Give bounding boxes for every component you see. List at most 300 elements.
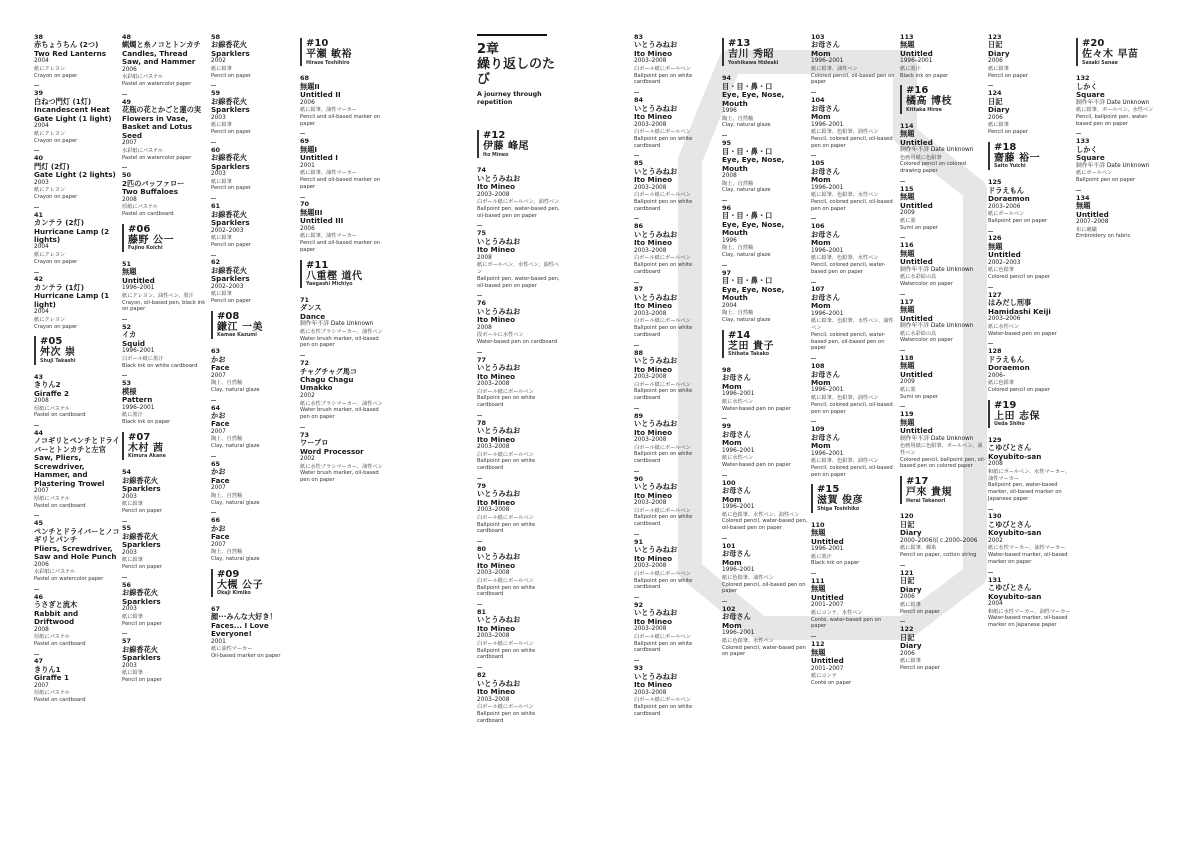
work-title-en: Untitled [900,200,933,210]
work-entry [900,294,986,344]
work-medium-en: Watercolor on paper [900,337,953,344]
work-entry [722,601,808,658]
artist-number: #14 [728,329,751,341]
work-entry [988,343,1074,393]
work-medium-en: Water-based pen on cardboard [477,338,558,345]
work-medium-jp: 紙に水性ペン [988,323,1020,330]
work-medium-jp: 白ボール紙にボールペン [634,444,691,451]
work-title-jp: 日記 [988,40,1003,50]
work-medium-en: Embroidery on fabric [1076,233,1131,240]
work-entry [122,167,208,217]
work-title-en: Hamidashi Keiji [988,306,1051,316]
work-title-en: Diary [988,48,1010,58]
work-number: 81 [477,608,487,617]
work-medium-jp: 紙に鉛筆、油性マーカー [300,107,357,114]
work-title-jp: 無題II [300,81,320,91]
entry-divider [811,636,816,637]
work-entry [122,469,208,514]
work-number: 107 [811,285,825,294]
artist-header [477,130,563,158]
work-year: 2003–2008 [477,444,510,451]
work-year: 2003–2006 [988,316,1021,323]
work-number: 46 [34,592,44,601]
work-year: 2003–2008 [477,507,510,514]
work-entry [634,345,720,402]
work-title-jp: いとうみねお [634,103,678,113]
entry-divider [34,654,39,655]
work-medium-en: Ballpoint pen, water-based marker, oil-based marker on Japanese paper [988,482,1062,502]
work-year: 2002–2003 [211,283,244,290]
work-title-jp: かお [211,523,226,533]
work-title-en: Diary [988,105,1010,115]
artist-romanized: Herai Takanori [906,498,946,504]
work-medium-en: Ballpoint pen on white cardboard [634,262,693,275]
work-year: 制作年不詳 Date Unknown [900,147,974,154]
work-title-en: Doraemon [988,363,1030,373]
work-medium-jp: 白ボール紙にボールペン [477,640,534,647]
artist-romanized: Shuji Takashi [40,358,76,364]
work-medium-jp: 紙に鉛筆、色鉛筆、油性ペン [811,395,879,402]
work-entry [1076,190,1162,240]
work-number: 42 [34,275,44,284]
work-year: 1996–2001 [722,567,755,574]
work-title-jp: 顔···みんな大好き！ [211,612,277,622]
work-title-en: Untitled [811,656,844,666]
work-title-en: Ito Mineo [634,238,673,248]
work-entry [122,94,208,161]
work-year: 1996–2001 [722,504,755,511]
work-medium-jp: 色画用紙に色鉛筆 [900,154,942,161]
work-medium-en: Colored pencil, water-based pen on paper [722,644,806,658]
work-medium-jp: 厚紙にパステル [122,204,158,211]
work-medium-en: Oil-based marker on paper [211,653,281,660]
work-medium-en: Crayon on paper [34,258,78,265]
work-number: 39 [34,89,44,98]
artist-romanized: Fujino Koichi [128,246,163,252]
work-entry [477,541,563,598]
work-medium-jp: 和紙にボールペン、水性マーカー、油性マーカー [988,468,1071,482]
artist-header [211,569,297,597]
work-title-jp: はみだし刑事 [988,298,1032,308]
work-title-en: Ito Mineo [477,687,516,697]
work-title-en: Doraemon [988,194,1030,204]
column-9 [900,34,986,678]
work-title-en: Mom [811,378,831,387]
work-number: 84 [634,96,644,105]
work-entry [634,597,720,654]
work-number: 118 [900,353,914,362]
entry-divider [634,155,639,156]
work-title-jp: 目・目・鼻・口 [722,81,773,91]
artist-romanized: Hirase Toshihiro [306,60,350,66]
work-number: 83 [634,33,644,41]
work-entry [634,92,720,149]
work-medium-jp: 紙に鉛筆、色鉛筆、油性ペン [811,129,879,136]
work-year: 1996–2001 [900,58,933,65]
work-number: 96 [722,203,732,212]
work-title-jp: いとうみねお [634,292,678,302]
artist-name: 舛次 崇 [40,347,76,359]
work-title-en: Mom [811,48,831,58]
work-medium-jp: 水彩紙にパステル [122,147,164,154]
work-entry [988,287,1074,337]
work-medium-en: Water-based marker, oil-based marker on Japanese paper [988,615,1068,629]
work-entry [722,367,808,412]
work-title-en: Sparklers [211,105,250,115]
work-number: 73 [300,430,310,439]
work-title-en: Mom [811,238,831,248]
work-title-en: Pliers, Screwdriver, Saw and Hole Punch [34,543,117,562]
work-medium-jp: 紙に鉛筆、色鉛筆、油性ペン [811,458,879,465]
work-number: 70 [300,200,310,209]
entry-divider [34,207,39,208]
work-entry [722,265,808,324]
work-medium-en: Ballpoint pen on white cardboard [634,703,693,717]
work-year: 2001–2007 [811,665,844,672]
work-title-en: Untitled [900,137,933,147]
work-year: 2008 [477,254,492,261]
entry-divider [477,295,482,296]
work-number: 132 [1076,74,1090,83]
work-medium-jp: 陶土、自然釉 [211,549,243,556]
work-medium-jp: 白ボール紙にボールペン [477,388,534,395]
work-title-jp: カンテラ (2灯) [34,218,85,228]
work-title-jp: お線香花火 [122,531,158,541]
artist-number: #08 [217,310,240,322]
work-medium-en: Pencil on paper [122,676,163,683]
entry-divider [634,408,639,409]
work-medium-jp: 陶土、自然釉 [722,245,754,252]
work-medium-en: Water-based pen on paper [722,405,791,412]
work-title-en: Ito Mineo [634,553,673,563]
work-year: 2006 [900,650,915,657]
work-number: 104 [811,96,825,105]
work-entry [34,34,120,79]
work-number: 78 [477,418,487,427]
work-year: 2001–2007 [811,602,844,609]
work-number: 53 [122,379,132,388]
work-title-jp: ダンス [300,303,322,313]
work-number: 43 [34,372,44,381]
work-title-jp: かお [211,410,226,420]
work-number: 55 [122,524,132,533]
work-medium-jp: 白ボール紙にボールペン [634,129,691,136]
work-year: 2006 [300,99,315,106]
work-medium-jp: 水彩紙にパステル [34,569,76,576]
artist-name: 藤野 公一 [128,234,174,246]
work-entry [34,272,120,331]
work-number: 41 [34,210,44,219]
work-number: 93 [634,664,644,673]
chapter-subtitle: A journey through repetition [477,90,542,106]
artist-number: #09 [217,568,240,580]
work-medium-en: Pencil, ballpoint pen, water-based pen on paper [1076,113,1149,127]
entry-divider [634,218,639,219]
work-year: 2003 [122,493,137,500]
work-medium-en: Pencil on paper [211,72,252,79]
work-title-en: Two Red Lanterns [34,48,107,58]
work-medium-jp: 紙に色鉛筆 [988,267,1014,274]
work-number: 100 [722,478,736,487]
work-entry [477,225,563,289]
work-title-jp: 無題 [900,361,915,371]
work-medium-en: Clay, natural glaze [722,122,771,129]
work-number: 64 [211,403,221,412]
work-number: 50 [122,171,132,180]
entry-divider [900,350,905,351]
work-title-jp: 目・目・鼻・口 [722,211,773,221]
work-title-jp: 無題 [900,129,915,139]
work-year: 制作年不詳 Date Unknown [300,321,374,328]
work-number: 60 [211,145,221,154]
entry-divider [34,85,39,86]
entry-divider [634,92,639,93]
work-title-en: Mom [722,620,742,630]
work-medium-jp: 白ボール紙にボールペン [634,633,691,640]
work-title-jp: お母さん [722,549,751,559]
work-title-jp: 模様 [122,386,137,396]
work-medium-en: Clay, natural glaze [211,443,260,450]
work-title-jp: お線香花火 [211,40,247,50]
work-title-jp: きりん2 [34,380,61,390]
work-title-en: Untitled [811,592,844,602]
chapter-number: 2章 [477,42,500,57]
work-title-en: Face [211,419,230,429]
work-year: 1996–2001 [722,447,755,454]
work-year: 1996–2001 [811,387,844,394]
entry-divider [477,352,482,353]
work-title-jp: いとうみねお [477,552,521,562]
work-year: 2008 [122,196,137,203]
work-medium-jp: 白ボール紙にボールペン [634,65,691,72]
work-number: 69 [300,137,310,146]
work-medium-en: Clay, natural glaze [722,316,771,323]
work-number: 109 [811,425,825,434]
work-medium-en: Pastel on cardboard [34,640,86,647]
work-title-en: Untitled [900,369,933,379]
work-title-jp: いとうみねお [477,363,521,373]
work-entry [634,534,720,591]
work-title-jp: お線香花火 [211,96,247,106]
artist-name: 平瀬 敏裕 [306,49,352,60]
work-number: 98 [722,365,732,374]
work-title-jp: 花瓶の花とかごと蓮の実 [122,105,202,115]
work-year: 1996 [722,237,737,244]
work-entry [811,358,897,415]
artist-header [122,224,208,252]
artist-name: 佐々木 早苗 [1082,49,1139,60]
work-title-jp: お母さん [722,486,751,496]
work-year: 2002 [988,537,1003,544]
work-medium-en: Pastel on cardboard [122,210,174,217]
work-entry [988,231,1074,281]
work-number: 52 [122,323,132,331]
work-medium-en: Colored pencil, water-based pen, oil-based pen on paper [722,518,808,532]
work-entry [811,421,897,478]
work-medium-en: Clay, natural glaze [211,386,260,393]
work-title-en: Untitled [811,536,844,546]
entry-divider [34,589,39,590]
work-year: 2004 [34,244,49,251]
work-title-jp: 日記 [988,96,1003,106]
work-title-en: Eye, Eye, Nose, Mouth [722,155,785,173]
work-title-jp: いとうみねお [634,482,678,492]
work-entry [34,515,120,582]
artist-romanized: Yoshikawa Hideaki [728,60,779,66]
work-medium-en: Crayon on paper [34,72,78,79]
artist-header [300,260,386,288]
work-title-jp: 無題 [811,647,826,657]
entry-divider [988,343,993,344]
entry-divider [988,509,993,510]
work-title-jp: かお [211,467,226,477]
work-title-en: Untitled II [300,90,341,100]
work-medium-en: Pencil, colored pencil, oil-based pen on paper [811,401,893,415]
work-year: 2003–2008 [634,58,667,65]
work-medium-en: Water-based pen on paper [722,462,791,469]
work-year: 1996–2001 [722,391,755,398]
work-medium-jp: 紙に鉛筆 [122,613,143,620]
work-medium-en: Ballpoint pen on white cardboard [634,451,693,465]
work-entry [900,350,986,400]
entry-divider [900,621,905,622]
work-number: 121 [900,568,914,577]
work-medium-jp: 色画用紙に色鉛筆、ボールペン、油性ペン [900,443,983,456]
work-year: 2006 [988,58,1003,65]
work-title-en: Untitled [1076,209,1109,219]
work-year: 2002–2003 [988,259,1021,266]
work-title-en: Mom [722,557,742,567]
entry-divider [477,478,482,479]
work-medium-jp: 紙にクレヨン、油性ペン、墨汁 [122,292,194,299]
work-year: 制作年不詳 Date Unknown [900,266,974,273]
work-number: 99 [722,422,732,431]
entry-divider [211,255,216,256]
work-title-en: Dance [300,311,326,321]
work-medium-en: Ballpoint pen on white cardboard [634,388,693,402]
work-entry [122,633,208,683]
work-entry [34,207,120,266]
work-medium-en: Water brush marker, oil-based pen on paper [300,335,379,349]
entry-divider [634,660,639,661]
work-medium-jp: 紙に色鉛筆、水性ペン [722,637,774,644]
entry-divider [122,167,127,168]
work-year: 2006 [900,594,915,601]
work-title-jp: お母さん [811,369,840,379]
work-title-jp: いとうみねお [634,229,678,239]
work-year: 制作年不詳 Date Unknown [900,435,974,442]
work-medium-jp: 紙に鉛筆 [211,291,232,298]
work-title-en: Untitled [122,275,155,285]
work-number: 133 [1076,137,1090,146]
work-medium-jp: 紙に鉛筆 [211,235,232,242]
work-entry [634,282,720,339]
work-title-jp: 2匹のバッファロー [122,178,185,188]
work-entry [811,155,897,212]
work-year: 2003–2008 [477,191,510,198]
chapter-heading [477,34,559,107]
work-number: 49 [122,97,132,106]
work-year: 2003–2008 [634,563,667,570]
work-medium-jp: 紙に墨汁 [811,553,832,560]
entry-divider [988,572,993,573]
work-title-jp: 無題 [122,267,137,277]
work-year: 2003–2008 [634,626,667,633]
artist-name: 滋賀 俊彦 [817,495,863,507]
artist-header [34,336,120,364]
work-medium-en: Colored pencil on colored drawing paper [900,161,966,175]
work-entry [300,427,386,484]
work-title-jp: カンテラ (1灯) [34,282,85,292]
work-title-en: Squid [122,338,146,348]
entry-divider [34,425,39,426]
artist-name: 大槻 公子 [217,579,263,591]
work-entry [722,200,808,259]
work-title-jp: いとうみねお [634,166,678,176]
work-medium-en: Pencil on paper [122,620,163,627]
work-medium-jp: 白ボール紙にボールペン、油性ペン [477,199,560,206]
work-medium-en: Pencil, colored pencil, water-based pen, oil-based pen on paper [811,331,886,352]
work-title-en: Diary [900,584,922,594]
work-title-jp: いとうみねお [477,306,521,316]
work-entry [477,415,563,472]
work-year: 1996–2001 [722,630,755,637]
artist-romanized: Saito Yuichi [994,164,1026,170]
work-medium-en: Ballpoint pen on white cardboard [634,514,693,528]
work-entry [211,34,297,79]
work-medium-en: Pencil on paper [122,507,163,514]
work-medium-en: Pencil, colored pencil, oil-based pen on paper [811,464,893,478]
work-title-jp: かお [211,354,226,364]
work-number: 123 [988,33,1002,41]
work-year: 2003 [34,179,49,186]
entry-divider [722,418,727,419]
work-title-jp: いとうみねお [634,419,678,429]
work-entry [477,295,563,345]
work-entry [122,319,208,369]
work-year: 2003–2008 [634,689,667,696]
work-entry [477,352,563,409]
entry-divider [122,319,127,320]
work-title-jp: 赤ちょうちん (2つ) [34,40,99,50]
work-title-en: Incandescent Heat Gate Light (1 light) [34,105,112,123]
work-medium-jp: 紙に鉛筆 [988,122,1009,129]
entry-divider [300,427,305,428]
work-number: 86 [634,222,644,231]
artist-number: #11 [306,259,329,271]
entry-divider [211,142,216,143]
entry-divider [477,225,482,226]
work-number: 108 [811,362,825,371]
work-number: 48 [122,33,132,41]
work-year: 2002 [211,58,226,65]
work-medium-en: Black ink on paper [122,419,171,426]
work-number: 87 [634,285,644,294]
entry-divider [300,197,305,198]
work-medium-jp: 紙にクレヨン [34,65,66,72]
work-medium-en: Ballpoint pen on paper [1076,177,1136,184]
work-medium-jp: 陶土、自然釉 [211,492,243,499]
work-title-jp: 無題 [900,417,915,427]
work-entry [300,297,386,349]
work-medium-jp: 紙に鉛筆 [211,65,232,72]
work-year: 2004 [722,302,737,309]
artist-header [211,311,297,339]
work-title-jp: 無題 [900,192,915,202]
artist-header [122,432,208,460]
work-number: 120 [900,512,914,521]
work-title-en: Koyubito-san [988,591,1042,601]
